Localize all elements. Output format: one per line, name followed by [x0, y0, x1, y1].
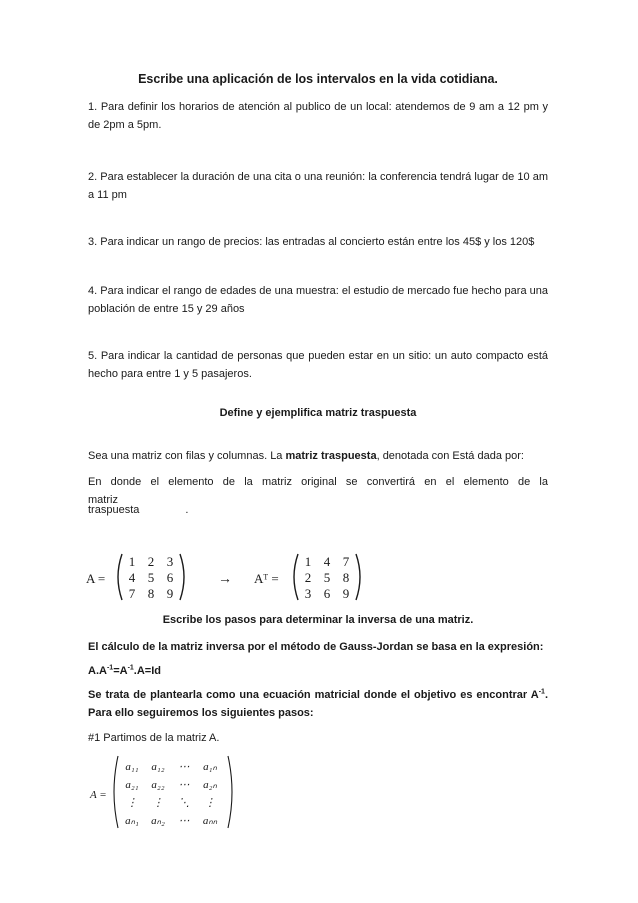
list-item-5: 5. Para indicar la cantidad de personas que pueden estar en un sitio: un auto compacto está hecho para entre 1 y 5 pasajeros.: [88, 350, 548, 380]
matrix-cell: 3: [166, 554, 174, 569]
generic-matrix-label: A =: [90, 789, 107, 801]
matrix-cell: 8: [147, 586, 155, 601]
bracket-right: [356, 554, 360, 600]
bracket-left: [118, 554, 122, 600]
matrix-cell: 4: [323, 554, 331, 569]
matrix-cell: a₂ₙ: [203, 779, 217, 791]
matrix-cell: 1: [128, 554, 136, 569]
inverse-paragraph-1: El cálculo de la matriz inversa por el método de Gauss-Jordan se basa en la expresión:: [88, 641, 544, 653]
matrix-cell: aₙ₂: [151, 815, 165, 827]
matrix-cell: 6: [166, 570, 174, 585]
matrix-at: [305, 554, 350, 601]
text-run: , denotada con Está dada por:: [376, 450, 524, 462]
text-run: traspuesta: [88, 504, 140, 516]
matrix-cell: 9: [342, 586, 350, 601]
matrix-cell: a₂₂: [151, 779, 165, 791]
bracket-left: [114, 756, 118, 828]
inverse-step-1: #1 Partimos de la matriz A.: [88, 732, 220, 744]
text-run: .A=Id: [133, 665, 161, 677]
generic-matrix: [125, 761, 218, 827]
matrix-cell: a₂₁: [125, 779, 139, 791]
arrow-icon: →: [218, 572, 232, 587]
matrix-cell: aₙ₁: [125, 815, 139, 827]
superscript: -1: [106, 664, 114, 672]
section-title-transpose: Define y ejemplifica matriz traspuesta: [219, 407, 417, 419]
text-run: .: [185, 504, 189, 516]
matrix-cell: ⋮: [204, 797, 216, 809]
list-item-3: 3. Para indicar un rango de precios: las entradas al concierto están entre los 45$ y los 120$: [88, 236, 535, 248]
text-run: Sea una matriz con filas y columnas. La: [88, 450, 286, 462]
matrix-cell: 7: [342, 554, 350, 569]
list-item-1: 1. Para definir los horarios de atención al publico de un local: atendemos de 9 am a 12 pm y de 2pm a 5pm.: [88, 101, 548, 131]
matrix-a-label: A =: [86, 571, 106, 586]
matrix-cell: 5: [147, 570, 155, 585]
inverse-paragraph-3: [88, 686, 548, 722]
list-item-2: 2. Para establecer la duración de una cita o una reunión: la conferencia tendrá lugar de 10 am a 11 pm: [88, 171, 548, 201]
matrix-cell: a₁₂: [151, 761, 165, 773]
matrix-cell: a₁ₙ: [203, 761, 217, 773]
bold-term: matriz traspuesta: [285, 450, 377, 462]
superscript: -1: [127, 664, 134, 672]
matrix-cell: 2: [147, 554, 155, 569]
matrix-cell: ⋮: [152, 797, 164, 809]
matrix-cell: 6: [323, 586, 331, 601]
matrix-at-label: Aᵀ =: [254, 571, 279, 586]
matrix-cell: 4: [128, 570, 136, 585]
matrix-cell: a₁₁: [125, 761, 139, 773]
matrix-cell: ⋱: [178, 797, 190, 809]
transpose-paragraph-1: [88, 447, 548, 465]
transpose-paragraph-3: [88, 501, 548, 519]
matrix-a: [129, 554, 174, 601]
section-title-inverse: Escribe los pasos para determinar la inversa de una matriz.: [162, 614, 474, 626]
matrix-cell: 7: [128, 586, 136, 601]
matrix-cell: ⋯: [178, 761, 190, 773]
transpose-example-figure: [86, 550, 386, 604]
section-title-intervals: Escribe una aplicación de los intervalos en la vida cotidiana.: [138, 72, 498, 86]
transpose-paragraph-2: En donde el elemento de la matriz original se convertirá en el elemento de la matriz: [88, 476, 548, 506]
matrix-cell: 5: [323, 570, 331, 585]
matrix-cell: 3: [304, 586, 312, 601]
matrix-cell: ⋯: [178, 815, 190, 827]
superscript: -1: [538, 688, 545, 696]
bracket-left: [294, 554, 298, 600]
matrix-cell: 8: [342, 570, 350, 585]
bracket-right: [180, 554, 184, 600]
inverse-expression: [88, 662, 548, 680]
text-run: . Para ello seguiremos los siguientes pasos:: [88, 689, 548, 719]
matrix-cell: ⋯: [178, 779, 190, 791]
matrix-cell: aₙₙ: [202, 815, 218, 827]
generic-matrix-figure: [88, 752, 238, 832]
matrix-cell: 1: [304, 554, 312, 569]
matrix-cell: 2: [304, 570, 312, 585]
bracket-right: [228, 756, 232, 828]
matrix-cell: ⋮: [126, 797, 138, 809]
list-item-4: 4. Para indicar el rango de edades de una muestra: el estudio de mercado fue hecho para una población de entre 15 y 29 años: [88, 285, 548, 315]
matrix-cell: 9: [166, 586, 174, 601]
text-run: =A: [113, 665, 128, 677]
text-run: A.A: [88, 665, 107, 677]
text-run: Se trata de plantearla como una ecuación matricial donde el objetivo es encontrar A: [88, 689, 539, 701]
